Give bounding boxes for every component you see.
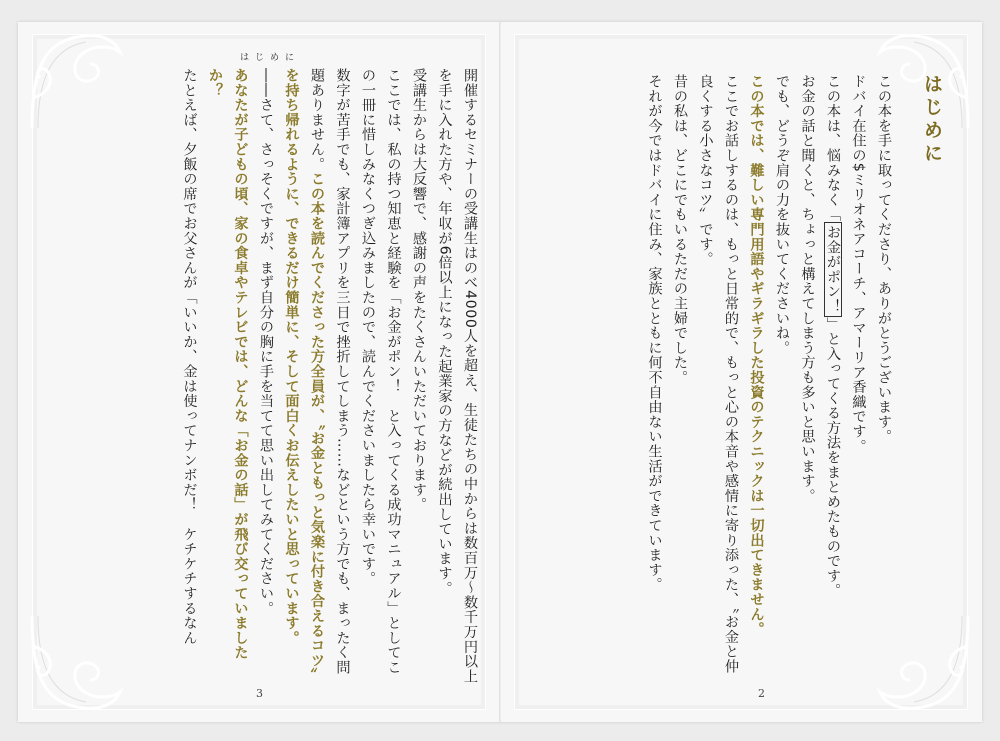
- emphasis-text: この本では、難しい専門用語やギラギラした投資のテクニックは一切出てきません。: [748, 74, 765, 637]
- emphasis-text: あなたが子どもの頃、家の食卓やテレビでは、どんな「お金の話」が飛び交っていましたか？: [207, 68, 249, 660]
- body-text: この本を手に取ってくださり、ありがとうございます。: [876, 74, 892, 444]
- left-body-text: [42, 68, 482, 688]
- page-number: 3: [256, 687, 263, 700]
- paragraph: [278, 68, 355, 688]
- paragraph: [406, 68, 432, 688]
- paragraph: [794, 74, 820, 674]
- paragraph: [769, 74, 795, 674]
- body-text: ここでは、私の持つ知恵と経験を「お金がポン！ と入ってくる成功マニュアル」としてこの一冊に惜しみなくつぎ込みましたので、読んでくださいましたら幸いです。: [360, 68, 402, 675]
- boxed-text: お金がポン！: [824, 222, 842, 317]
- emphasis-text: この本を読んでくださった方全員が、〝お金ともっと気楽に付き合えるコツ〟を持ち帰れるように、できるだけ簡単に、そして面白くお伝えしたいと思っています。: [283, 68, 325, 683]
- body-text: 受講生からは大反響で、感謝の声をたくさんいただいております。: [411, 68, 427, 512]
- body-text: ――さて、さっそくですが、まず自分の胸に手を当てて思い出してみてください。: [258, 68, 274, 616]
- paragraph: [845, 74, 871, 674]
- running-head: はじめに: [240, 53, 301, 63]
- body-text: ドバイ在住の$ミリオネアコーチ、アマーリア香織です。: [850, 74, 867, 454]
- left-page: [18, 22, 500, 722]
- paragraph: [692, 74, 743, 674]
- paragraph: [743, 74, 769, 674]
- body-text: この本は、悩みなく「: [825, 74, 841, 222]
- paragraph: [176, 68, 202, 688]
- body-text: それが今ではドバイに住み、家族とともに何不自由ない生活ができています。: [646, 74, 663, 592]
- chapter-heading: はじめに: [921, 74, 943, 166]
- paragraph: [355, 68, 406, 688]
- page-number: 2: [758, 687, 765, 700]
- paragraph: [253, 68, 279, 688]
- paragraph: [431, 68, 482, 688]
- paragraph: [641, 74, 667, 674]
- right-page: [500, 22, 982, 722]
- body-text: でも、どうぞ肩の力を抜いてくださいね。: [774, 74, 790, 356]
- body-text: 数字が苦手でも、家計簿アプリを三日で挫折してしまう……などという方でも、まったく問題ありません。: [309, 68, 351, 675]
- body-text: 昔の私は、どこにでもいるただの主婦でした。: [672, 74, 688, 385]
- book-spread: [18, 22, 982, 722]
- paragraph: [871, 74, 897, 674]
- body-text: ここでお話しするのは、もっと日常的で、もっと心の本音や感情に寄り添った、〝お金と仲良くする小さなコツ〟です。: [697, 74, 739, 674]
- body-text: 開催するセミナーの受講生はのべ4000人を超え、生徒たちの中からは数百万〜数千万円以上を手に入れた方や、年収が6倍以上になった起業家の方などが続出しています。: [436, 68, 478, 684]
- paragraph: [202, 68, 253, 688]
- body-text: 」と入ってくる方法をまとめたものです。: [825, 316, 841, 599]
- right-body-text: [500, 74, 896, 674]
- body-text: お金の話と聞くと、ちょっと構えてしまう方も多いと思います。: [799, 74, 816, 504]
- paragraph: [667, 74, 693, 674]
- body-text: たとえば、夕飯の席でお父さんが「いいか、金は使ってナンボだ！ ケチケチするなん: [181, 68, 198, 646]
- paragraph: [820, 74, 846, 674]
